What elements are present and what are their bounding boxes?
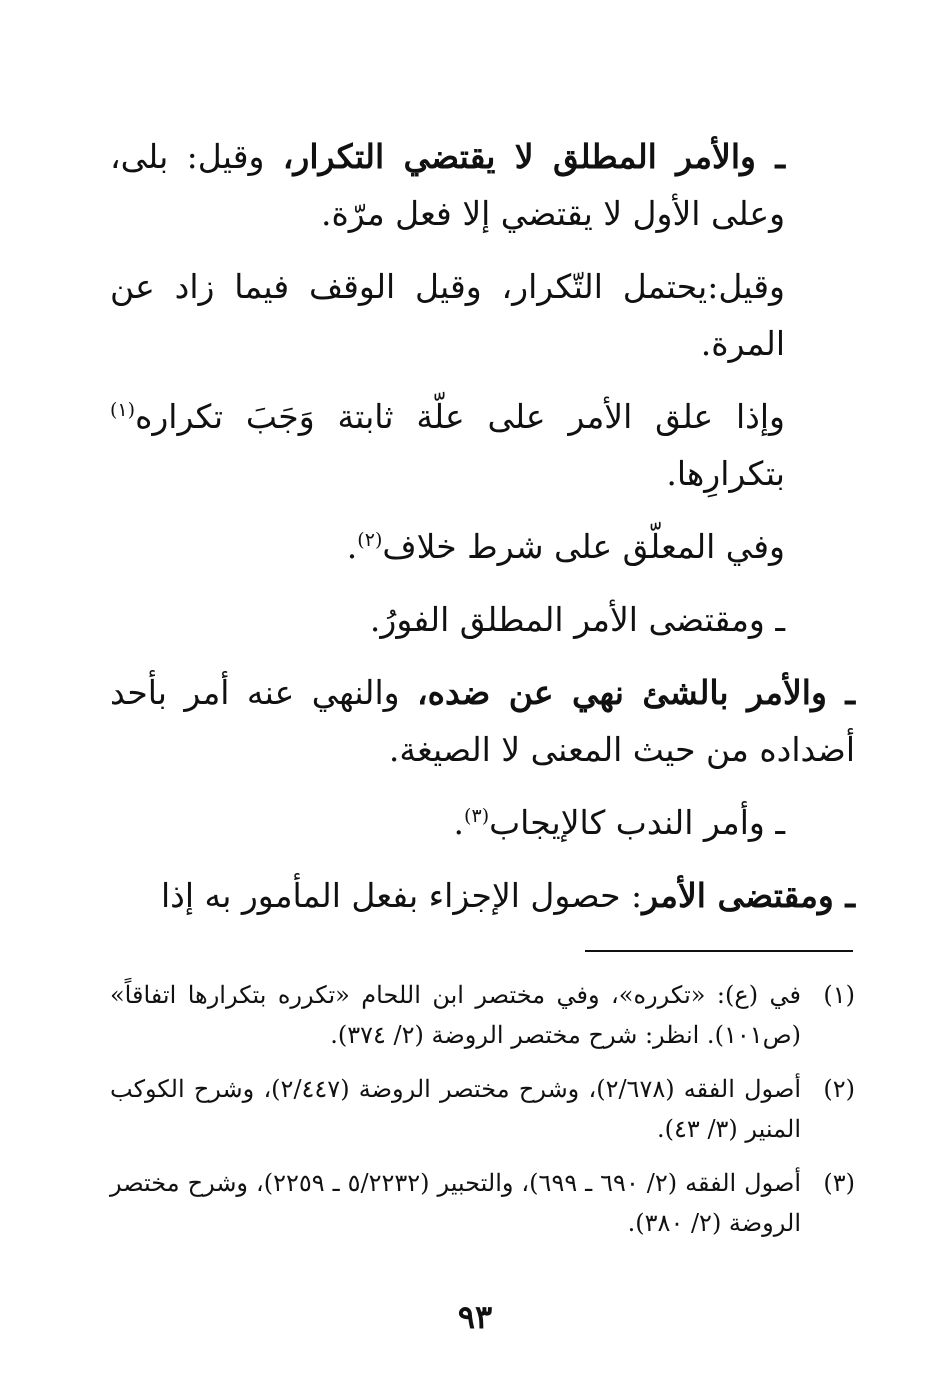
page-number: ٩٣ (457, 1298, 493, 1336)
paragraph-8 (110, 867, 855, 924)
paragraph-6-rest: والنهي عنه أمر بأحد أضداده من حيث المعنى لا الصيغة. (110, 673, 855, 769)
paragraph-6 (110, 664, 855, 778)
paragraph-1 (110, 128, 855, 242)
paragraph-2-text: وقيل:يحتمل التّكرار، وقيل الوقف فيما زاد عن المرة. (110, 267, 785, 363)
paragraph-8-rest: : حصول الإجزاء بفعل المأمور به إذا (160, 876, 643, 915)
paragraph-6-bold: ـ والأمر بالشئ نهي عن ضده، (417, 673, 855, 712)
footnote-ref-1[interactable]: (١) (110, 399, 136, 421)
footnote-1 (110, 975, 855, 1055)
paragraph-3 (110, 388, 855, 502)
footnote-3-number: (٣) (823, 1169, 855, 1197)
paragraph-4 (110, 518, 855, 575)
paragraph-4-text: وفي المعلّق على شرط خلاف (382, 527, 785, 566)
paragraph-5 (110, 591, 855, 648)
footnote-ref-3[interactable]: (٣) (464, 805, 490, 827)
footnote-2-number: (٢) (823, 1075, 855, 1103)
paragraph-7 (110, 794, 855, 851)
paragraph-8-bold: ـ ومقتضى الأمر (642, 876, 855, 915)
paragraph-3-text: وإذا علق الأمر على علّة ثابتة وَجَبَ تكراره (135, 397, 785, 436)
paragraph-7-text-end: . (453, 803, 465, 842)
footnote-2 (110, 1069, 855, 1149)
paragraph-4-text-end: . (346, 527, 358, 566)
paragraph-1-rest: وقيل: بلى، وعلى الأول لا يقتضي إلا فعل مرّة. (110, 137, 785, 233)
footnote-2-text: أصول الفقه (٢/٦٧٨)، وشرح مختصر الروضة (٢/٤٤٧)، وشرح الكوكب المنير (٣/ ٤٣). (110, 1075, 801, 1143)
main-text (110, 128, 855, 940)
footnote-1-number: (١) (823, 981, 855, 1009)
paragraph-3-text-end: بتكرارِها. (666, 454, 785, 493)
paragraph-2 (110, 258, 855, 372)
footnote-3-text: أصول الفقه (٢/ ٦٩٠ ـ ٦٩٩)، والتحبير (٥/٢٢٣٢ ـ ٢٢٥٩)، وشرح مختصر الروضة (٢/ ٣٨٠). (110, 1169, 802, 1237)
footnote-1-text: في (ع): «تكرره»، وفي مختصر ابن اللحام «تكرره بتكرارها اتفاقاً» (ص١٠١). انظر: شرح مختصر الروضة (٢/ ٣٧٤). (110, 981, 801, 1049)
footnote-ref-2[interactable]: (٢) (357, 529, 383, 551)
paragraph-1-bold: ـ والأمر المطلق لا يقتضي التكرار، (282, 137, 785, 176)
footnote-divider (585, 950, 853, 952)
paragraph-7-text: ـ وأمر الندب كالإيجاب (489, 803, 785, 842)
paragraph-5-text: ـ ومقتضى الأمر المطلق الفورُ. (369, 600, 785, 639)
footnote-3 (110, 1163, 855, 1243)
footnotes (110, 975, 855, 1257)
